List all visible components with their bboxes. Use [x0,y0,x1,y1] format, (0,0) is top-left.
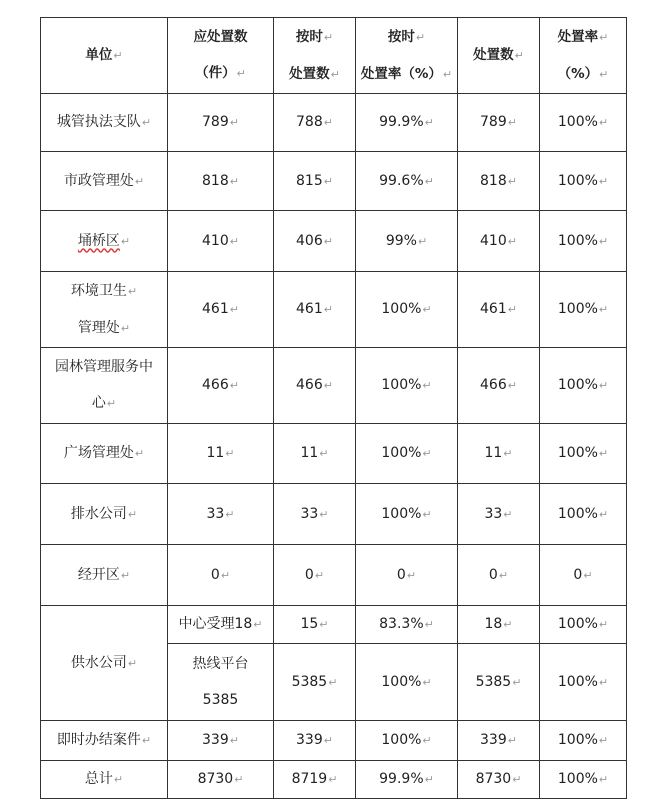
rate-cell: 100%↵ [540,152,627,211]
unit-cell: 市政管理处↵ [41,152,168,211]
header-row [41,18,627,94]
ontime-rate-cell: 100%↵ [356,484,458,545]
table-row [41,721,627,761]
rate-cell: 100%↵ [540,94,627,152]
handled-cell: 461↵ [458,272,540,348]
due-cell: 818↵ [168,152,274,211]
due-cell: 466↵ [168,348,274,424]
ontime-rate-cell: 100%↵ [356,721,458,761]
handled-cell: 818↵ [458,152,540,211]
handled-cell: 339↵ [458,721,540,761]
ontime-cell: 461↵ [274,272,356,348]
due-cell: 410↵ [168,211,274,272]
handled-cell: 33↵ [458,484,540,545]
table-row [41,484,627,545]
rate-cell: 100%↵ [540,348,627,424]
rate-cell: 100%↵ [540,272,627,348]
due-cell: 11↵ [168,424,274,484]
ontime-cell: 8719↵ [274,761,356,799]
table-row [41,348,627,424]
ontime-rate-cell: 100%↵ [356,424,458,484]
header-handled-rate: 处置率↵ （%）↵ [540,18,627,94]
ontime-rate-cell: 99%↵ [356,211,458,272]
ontime-rate-cell: 100%↵ [356,272,458,348]
ontime-cell: 339↵ [274,721,356,761]
header-ontime-rate: 按时↵ 处置率（%）↵ [356,18,458,94]
unit-cell: 城管执法支队↵ [41,94,168,152]
handled-cell: 466↵ [458,348,540,424]
unit-cell: 广场管理处↵ [41,424,168,484]
table-row-water-sub1 [41,606,627,644]
due-cell: 461↵ [168,272,274,348]
statistics-table [40,17,627,799]
ontime-rate-cell: 99.6%↵ [356,152,458,211]
handled-cell: 0↵ [458,545,540,606]
ontime-rate-cell: 99.9%↵ [356,761,458,799]
ontime-cell: 815↵ [274,152,356,211]
due-cell: 0↵ [168,545,274,606]
handled-cell: 8730↵ [458,761,540,799]
due-cell: 789↵ [168,94,274,152]
header-due-count: 应处置数 （件）↵ [168,18,274,94]
header-unit: 单位↵ [41,18,168,94]
ontime-rate-cell: 83.3%↵ [356,606,458,644]
ontime-cell: 5385↵ [274,644,356,721]
handled-cell: 789↵ [458,94,540,152]
unit-cell: 排水公司↵ [41,484,168,545]
ontime-cell: 33↵ [274,484,356,545]
ontime-rate-cell: 0↵ [356,545,458,606]
unit-cell: 即时办结案件↵ [41,721,168,761]
table-row [41,272,627,348]
ontime-cell: 406↵ [274,211,356,272]
unit-cell: 经开区↵ [41,545,168,606]
unit-cell: 环境卫生↵ 管理处↵ [41,272,168,348]
due-cell: 33↵ [168,484,274,545]
header-handled-count: 处置数↵ [458,18,540,94]
ontime-rate-cell: 100%↵ [356,644,458,721]
rate-cell: 0↵ [540,545,627,606]
handled-cell: 18↵ [458,606,540,644]
ontime-rate-cell: 100%↵ [356,348,458,424]
ontime-cell: 0↵ [274,545,356,606]
rate-cell: 100%↵ [540,721,627,761]
ontime-cell: 788↵ [274,94,356,152]
ontime-cell: 15↵ [274,606,356,644]
table-row [41,94,627,152]
unit-cell: 埇桥区↵ [41,211,168,272]
table-row [41,152,627,211]
due-cell: 中心受理18↵ [168,606,274,644]
ontime-rate-cell: 99.9%↵ [356,94,458,152]
unit-cell: 总计↵ [41,761,168,799]
unit-cell: 园林管理服务中 心↵ [41,348,168,424]
rate-cell: 100%↵ [540,424,627,484]
table-row [41,211,627,272]
rate-cell: 100%↵ [540,761,627,799]
table-row [41,424,627,484]
ontime-cell: 11↵ [274,424,356,484]
rate-cell: 100%↵ [540,484,627,545]
unit-cell-water: 供水公司↵ [41,606,168,721]
handled-cell: 5385↵ [458,644,540,721]
due-cell: 339↵ [168,721,274,761]
due-cell: 热线平台 5385 [168,644,274,721]
rate-cell: 100%↵ [540,211,627,272]
header-ontime-count: 按时↵ 处置数↵ [274,18,356,94]
due-cell: 8730↵ [168,761,274,799]
table-row [41,545,627,606]
rate-cell: 100%↵ [540,606,627,644]
total-row [41,761,627,799]
ontime-cell: 466↵ [274,348,356,424]
rate-cell: 100%↵ [540,644,627,721]
handled-cell: 410↵ [458,211,540,272]
handled-cell: 11↵ [458,424,540,484]
